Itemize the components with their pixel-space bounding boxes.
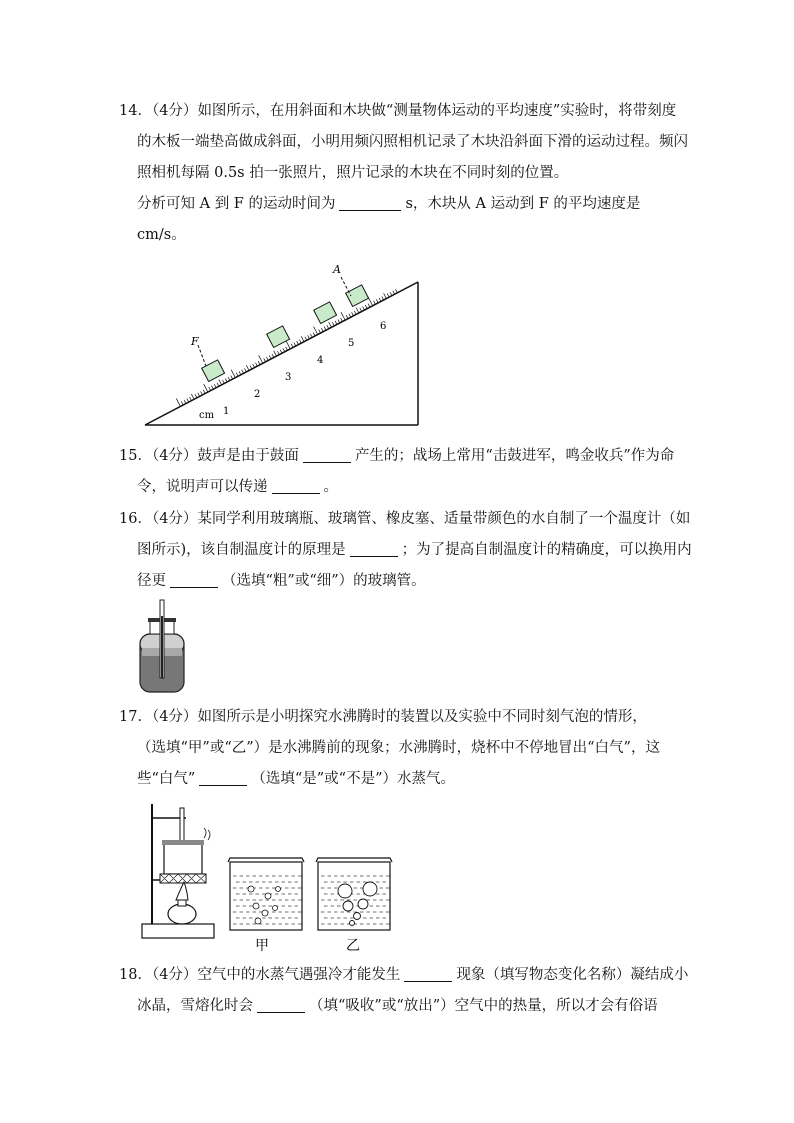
q17-answer-blank-1[interactable] — [199, 769, 247, 786]
ruler-tick — [324, 327, 326, 331]
ruler-tick — [356, 308, 359, 313]
ruler-tick — [223, 380, 225, 384]
ruler-tick — [314, 327, 318, 335]
ruler-tick — [368, 298, 372, 306]
ruler-tick — [280, 350, 282, 354]
question-14 — [119, 96, 688, 251]
q17-line-2: （选填“甲”或“乙”）是水沸腾前的现象；水沸腾时，烧杯中不停地冒出“白气”，这 — [137, 740, 660, 756]
ruler-tick — [305, 337, 307, 341]
ruler-tick — [329, 322, 332, 327]
block-a — [346, 285, 369, 307]
tick-label-4: 4 — [317, 355, 324, 366]
beaker-yi — [316, 858, 392, 930]
tick-label-6: 6 — [380, 321, 387, 332]
ruler-tick — [354, 311, 356, 315]
label-f: F — [191, 335, 199, 348]
ruler-tick — [195, 394, 197, 398]
ruler-tick — [246, 365, 249, 370]
q18-answer-blank-1[interactable] — [404, 965, 452, 982]
ruler-tick — [198, 393, 200, 397]
ruler-tick — [301, 336, 304, 341]
ruler-tick — [239, 371, 241, 375]
ruler-tick — [313, 332, 315, 336]
ruler-tick — [219, 380, 222, 385]
ruler-tick — [382, 296, 384, 300]
ruler-tick — [365, 305, 367, 309]
q17-number: 17．（4分） — [119, 709, 198, 725]
ruler-tick — [209, 387, 211, 391]
q18-answer-blank-2[interactable] — [257, 996, 305, 1013]
tick-label-2: 2 — [254, 389, 261, 400]
ruler-tick — [228, 377, 230, 381]
q15-number: 15．（4分） — [119, 448, 198, 464]
ruler-tick — [274, 351, 277, 356]
ruler-tick — [341, 318, 343, 322]
unit-label: cm — [199, 410, 215, 421]
q16-line-1: 16．（4分）某同学利用玻璃瓶、玻璃管、橡皮塞、适量带颜色的水自制了一个温度计（如 — [119, 511, 691, 527]
ruler-tick — [294, 342, 296, 346]
ruler-tick — [393, 291, 395, 295]
label-a: A — [333, 263, 341, 276]
q14-line-1: 14．（4分）如图所示，在用斜面和木块做“测量物体运动的平均速度”实验时，将带刻度 — [119, 103, 677, 119]
q16-number: 16．（4分） — [119, 511, 198, 527]
q15-answer-blank-1[interactable] — [303, 446, 351, 463]
ruler-tick — [258, 361, 260, 365]
q15-answer-blank-2[interactable] — [272, 477, 320, 494]
q18-number: 18．（4分） — [119, 967, 198, 983]
ruler-tick — [335, 321, 337, 325]
ruler-tick — [360, 308, 362, 312]
q16-line-2: 图所示)，该自制温度计的原理是 ；为了提高自制温度计的精确度，可以换用内 — [137, 542, 692, 558]
beaker-jia — [228, 858, 304, 930]
ruler-tick — [390, 292, 392, 296]
q14-number: 14．（4分） — [119, 103, 198, 119]
q18-line-2: 冰晶，雪熔化时会 （填“吸收”或“放出”）空气中的热量，所以才会有俗语 — [137, 998, 658, 1014]
ruler-tick — [266, 357, 268, 361]
ruler-tick — [349, 314, 351, 318]
ruler-tick — [363, 307, 365, 311]
q15-line-2: 令，说明声可以传递 。 — [137, 479, 338, 495]
q14-answer-blank-1[interactable] — [339, 194, 401, 211]
ruler-tick — [286, 347, 288, 351]
ruler-tick — [236, 373, 238, 377]
ruler-tick — [291, 344, 293, 348]
ruler-tick — [396, 289, 398, 293]
ruler-tick — [297, 341, 299, 345]
ruler-tick — [231, 376, 233, 380]
ruler-tick — [387, 294, 389, 298]
ruler-tick — [332, 322, 334, 326]
ruler-tick — [203, 390, 205, 394]
incline-figure — [140, 260, 430, 432]
ruler-tick — [384, 293, 387, 298]
block — [267, 326, 290, 348]
ruler-tick — [308, 335, 310, 339]
ruler-tick — [212, 386, 214, 390]
ruler-tick — [368, 304, 370, 308]
tick-label-5: 5 — [348, 338, 355, 349]
ruler-tick — [190, 397, 192, 401]
ruler-tick — [201, 391, 203, 395]
ruler-tick — [379, 298, 381, 302]
ruler-tick — [277, 351, 279, 355]
q16-answer-blank-1[interactable] — [350, 540, 398, 557]
ruler-tick — [204, 384, 208, 392]
ruler-tick — [176, 398, 180, 406]
ruler-tick — [214, 384, 216, 388]
ruler-tick — [259, 355, 263, 363]
ruler-tick — [250, 365, 252, 369]
ruler-tick — [255, 363, 257, 367]
ruler-tick — [310, 334, 312, 338]
ruler-tick — [181, 401, 183, 405]
ruler-tick — [272, 354, 274, 358]
q14-line-2: 的木板一端垫高做成斜面，小明用频闪照相机记录了木块沿斜面下滑的运动过程。频闪 — [137, 134, 688, 150]
stand-base — [142, 924, 214, 938]
q14-line-5: cm/s。 — [137, 227, 186, 243]
ruler-tick — [338, 319, 340, 323]
ruler-tick — [244, 368, 246, 372]
ruler-tick — [321, 328, 323, 332]
q14-line-3: 照相机每隔 0.5s 拍一张照片，照片记录的木块在不同时刻的位置。 — [137, 165, 569, 181]
ruler-tick — [269, 355, 271, 359]
ruler-tick — [253, 364, 255, 368]
ruler-tick — [346, 315, 348, 319]
thermometer-bottle-figure — [136, 598, 188, 696]
ruler-tick — [352, 312, 354, 316]
q17-line-3: 些“白气” （选填“是”或“不是”）水蒸气。 — [137, 771, 455, 787]
label-jia: 甲 — [255, 938, 269, 954]
block-f — [202, 360, 225, 382]
q17-line-1: 17．（4分）如图所示是小明探究水沸腾时的装置以及实验中不同时刻气泡的情形， — [119, 709, 647, 725]
q18-line-1: 18．（4分）空气中的水蒸气遇强冷才能发生 现象（填写物态变化名称）凝结成小 — [119, 967, 689, 983]
label-yi: 乙 — [346, 938, 360, 954]
ruler-tick — [327, 325, 329, 329]
ruler-tick — [187, 399, 189, 403]
q14-line-4: 分析可知 A 到 F 的运动时间为 s，木块从 A 运动到 F 的平均速度是 — [137, 196, 641, 212]
q15-line-1: 15．（4分）鼓声是由于鼓面 产生的；战场上常用“击鼓进军，鸣金收兵”作为命 — [119, 448, 675, 464]
q16-line-3: 径更 （选填“粗”或“细”）的玻璃管。 — [137, 573, 426, 589]
block — [314, 302, 337, 324]
ruler-tick — [242, 370, 244, 374]
tick-label-3: 3 — [285, 372, 292, 383]
ruler-tick — [184, 400, 186, 404]
ruler-tick — [374, 301, 376, 305]
ruler-tick — [319, 330, 321, 334]
question-15 — [119, 441, 684, 503]
ruler-tick — [283, 348, 285, 352]
ruler-tick — [376, 299, 378, 303]
boiling-apparatus-figure — [138, 800, 398, 955]
question-17 — [119, 702, 684, 795]
question-18 — [119, 960, 689, 1022]
ruler-tick — [264, 358, 266, 362]
ruler-tick — [286, 341, 290, 349]
ruler-tick — [341, 312, 345, 320]
q16-answer-blank-2[interactable] — [170, 571, 218, 588]
ruler-tick — [299, 340, 301, 344]
ruler-tick — [191, 394, 194, 399]
ruler-tick — [231, 370, 235, 378]
ruler-tick — [225, 378, 227, 382]
tick-label-1: 1 — [223, 406, 230, 417]
ruler-tick — [217, 383, 219, 387]
question-16 — [119, 504, 692, 597]
